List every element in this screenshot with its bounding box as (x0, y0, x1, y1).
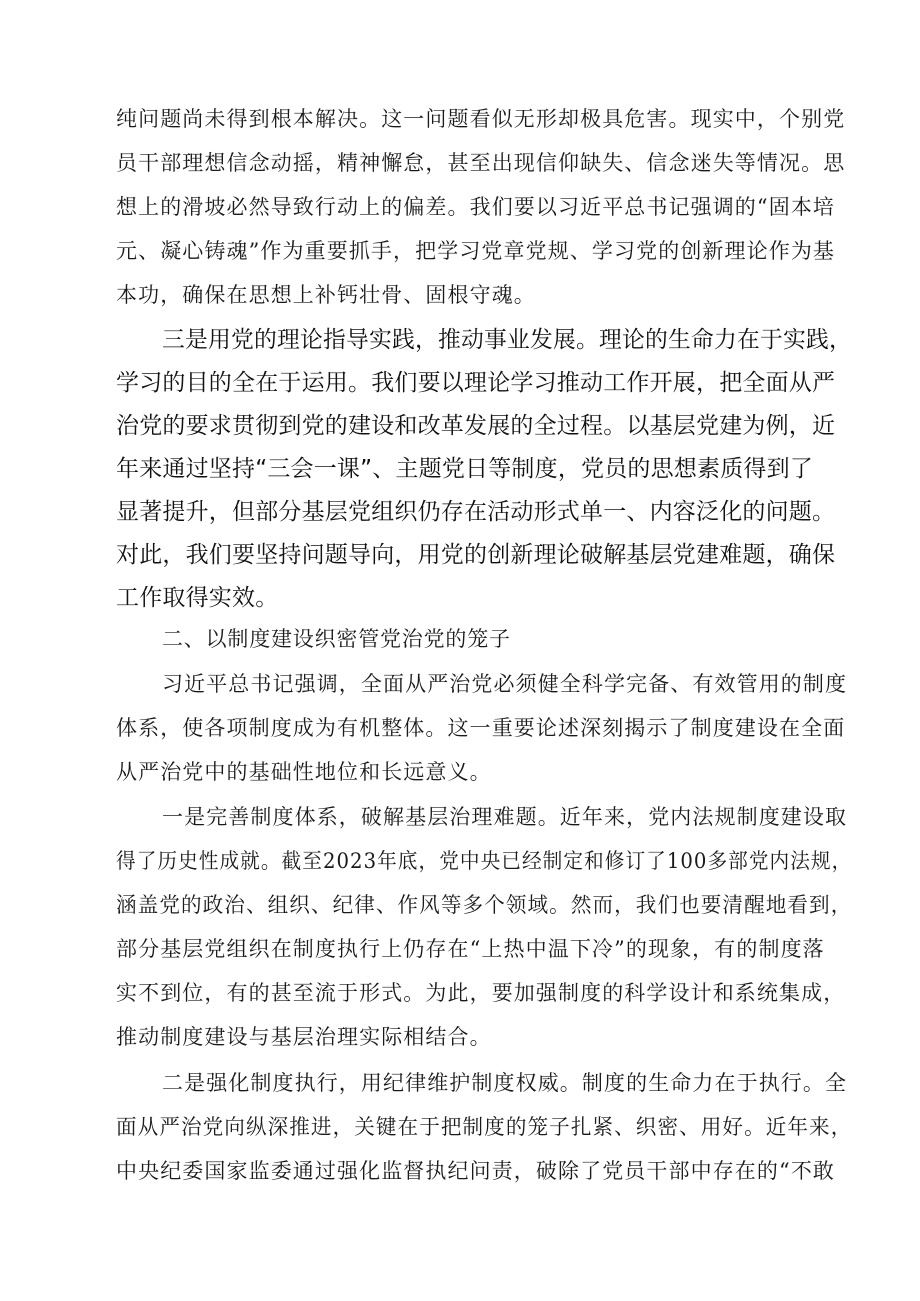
paragraph-line: 二是强化制度执行，用纪律维护制度权威。制度的生命力在于执行。全 (162, 1071, 848, 1095)
paragraph-line: 实不到位，有的甚至流于形式。为此，要加强制度的科学设计和系统集成， (116, 981, 846, 1005)
paragraph-line: 员干部理想信念动摇，精神懈怠，甚至出现信仰缺失、信念迷失等情况。思 (116, 151, 846, 175)
paragraph-line: 本功，确保在思想上补钙壮骨、固根守魂。 (116, 283, 536, 307)
paragraph-line: 从严治党中的基础性地位和长远意义。 (116, 760, 492, 784)
paragraph-line: 纯问题尚未得到根本解决。这一问题看似无形却极具危害。现实中，个别党 (116, 107, 846, 131)
paragraph-line: 面从严治党向纵深推进，关键在于把制度的笼子扎紧、织密、用好。近年来， (116, 1115, 853, 1139)
paragraph-line: 得了历史性成就。截至2023年底，党中央已经制定和修订了100多部党内法规， (116, 849, 853, 873)
section-heading: 二、以制度建设织密管党治党的笼子 (162, 627, 511, 651)
paragraph-line: 想上的滑坡必然导致行动上的偏差。我们要以习近平总书记强调的“固本培 (116, 195, 836, 219)
paragraph-line: 部分基层党组织在制度执行上仍存在“上热中温下冷”的现象，有的制度落 (116, 937, 825, 961)
bold-paragraph-line: 对此，我们要坚持问题导向，用党的创新理论破解基层党建难题，确保 (116, 542, 836, 568)
paragraph-line: 习近平总书记强调，全面从严治党必须健全科学完备、有效管用的制度 (162, 672, 848, 696)
bold-paragraph-line: 年来通过坚持“三会一课”、主题党日等制度，党员的思想素质得到了 (116, 456, 814, 482)
paragraph-line: 元、凝心铸魂”作为重要抓手，把学习党章党规、学习党的创新理论作为基 (116, 239, 836, 263)
bold-paragraph-line: 学习的目的全在于运用。我们要以理论学习推动工作开展，把全面从严 (116, 370, 836, 396)
bold-paragraph-line: 治党的要求贯彻到党的建设和改革发展的全过程。以基层党建为例，近 (116, 413, 836, 439)
bold-paragraph-line: 显著提升，但部分基层党组织仍存在活动形式单一、内容泛化的问题。 (116, 499, 836, 525)
paragraph-line: 一是完善制度体系，破解基层治理难题。近年来，党内法规制度建设取 (162, 805, 848, 829)
paragraph-line: 体系，使各项制度成为有机整体。这一重要论述深刻揭示了制度建设在全面 (116, 716, 846, 740)
bold-paragraph-line: 工作取得实效。 (116, 585, 279, 611)
paragraph-line: 中央纪委国家监委通过强化监督执纪问责，破除了党员干部中存在的“不敢 (116, 1159, 836, 1183)
paragraph-line: 涵盖党的政治、组织、纪律、作风等多个领域。然而，我们也要清醒地看到， (116, 893, 853, 917)
bold-paragraph-line: 三是用党的理论指导实践，推动事业发展。理论的生命力在于实践， (162, 327, 853, 353)
paragraph-line: 推动制度建设与基层治理实际相结合。 (116, 1025, 492, 1049)
